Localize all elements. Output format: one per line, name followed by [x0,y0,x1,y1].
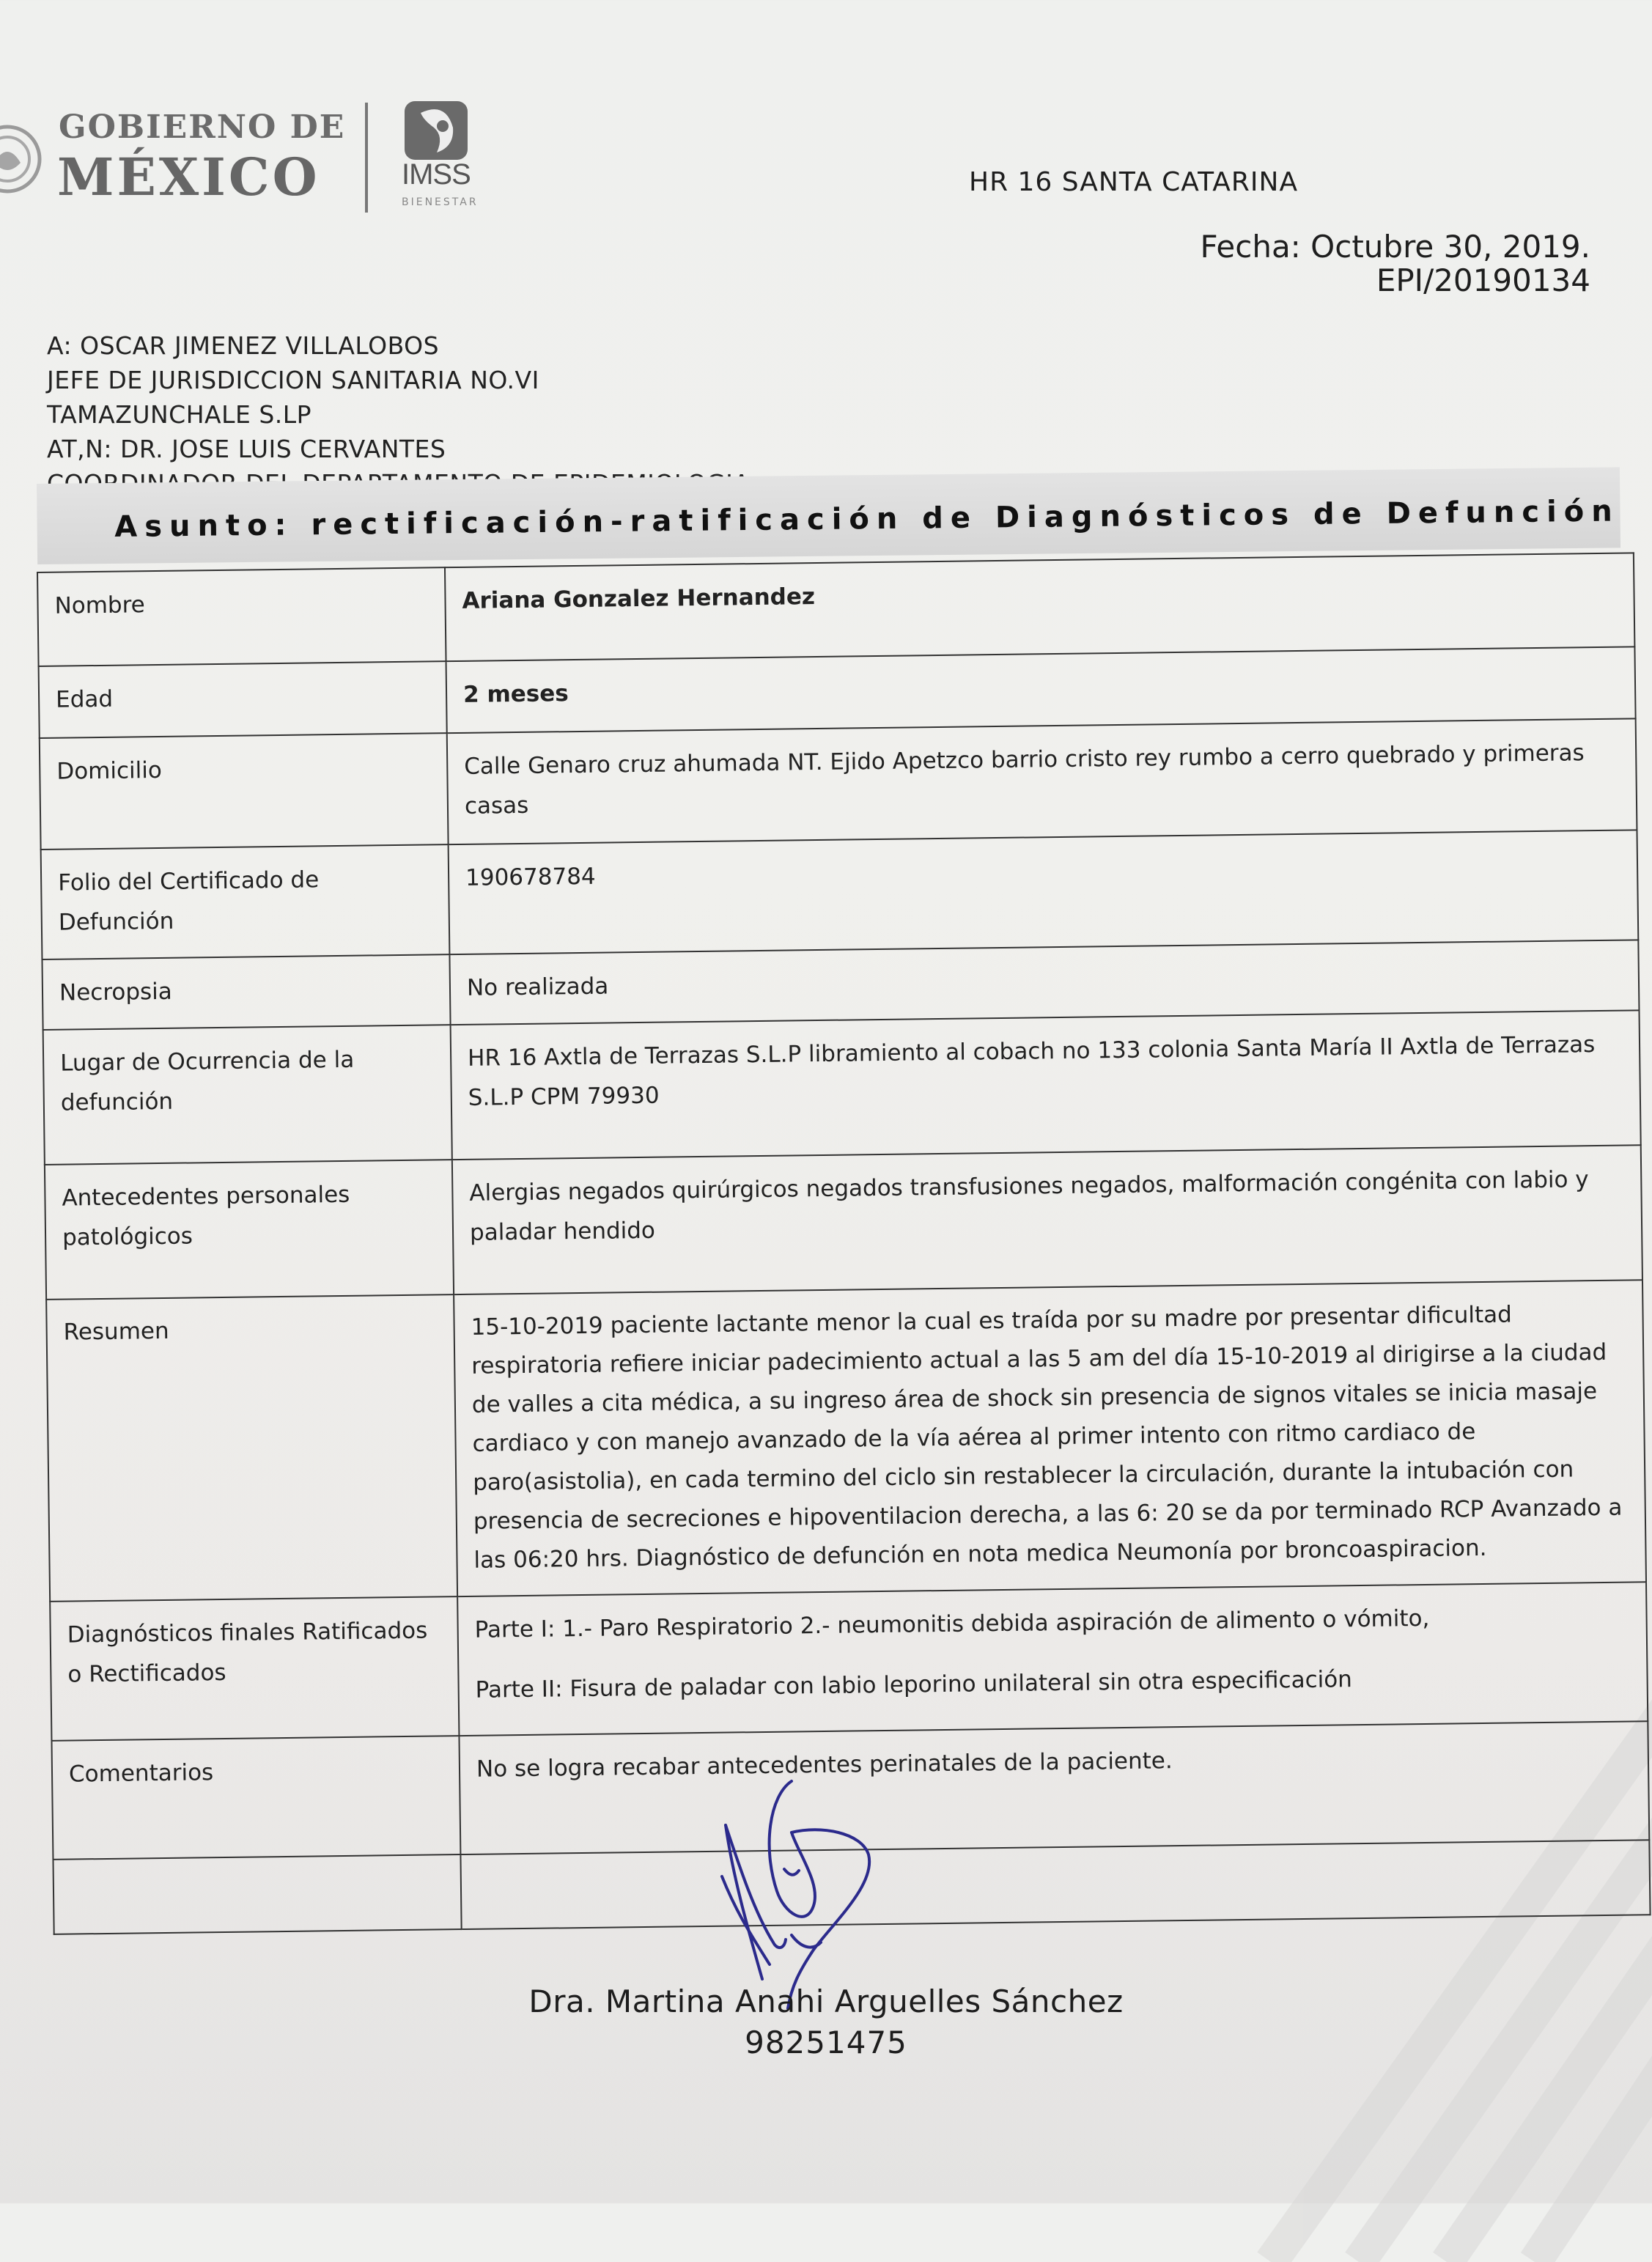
row-label: Edad [39,661,447,738]
empty-cell [460,1840,1650,1929]
row-label: Necropsia [42,954,450,1030]
logo-divider [365,103,368,213]
death-location: HR 16 Axtla de Terrazas S.L.P libramiento al cobach no 133 colonia Santa María II Axtla de Terrazas S.L.P CPM 79930 [451,1010,1641,1160]
national-seal-icon [0,111,44,207]
table-row [43,1010,1641,1165]
row-label: Lugar de Ocurrencia de la defunción [43,1025,452,1165]
document-folio: EPI/20190134 [1376,262,1590,298]
signer-name: Dra. Martina Anahi Arguelles Sánchez [528,1983,1124,2019]
final-diagnoses [457,1582,1648,1736]
row-label: Diagnósticos finales Ratificados o Rectificados [50,1596,459,1741]
patient-name: Ariana Gonzalez Hernandez [445,553,1634,661]
document-date: Fecha: Octubre 30, 2019. [1200,229,1590,265]
hospital-name: HR 16 SANTA CATARINA [969,167,1299,197]
handwritten-signature [704,1767,894,2016]
signer-id: 98251475 [745,2025,907,2060]
imss-subtitle: BIENESTAR [402,196,479,208]
diagnosis-part-2: Parte II: Fisura de paladar con labio leporino unilateral sin otra especificación [475,1666,1353,1703]
table-row [46,1280,1646,1602]
diagnosis-table [37,552,1651,1934]
recipient-line: JEFE DE JURISDICCION SANITARIA NO.VI [47,366,539,394]
government-logo [0,95,498,220]
comments-value: No se logra recabar antecedentes perinatales de la paciente. [459,1721,1649,1854]
certificate-folio: 190678784 [449,830,1639,954]
gobierno-text: GOBIERNO DE [59,108,346,146]
case-summary: 15-10-2019 paciente lactante menor la cual es traída por su madre por presentar dificultad respiratoria refiere iniciar padecimiento actual a las 5 am del día 15-10-2019 al dirigirse a la ciudad de valles a cita médica, a su ingreso área de shock sin presencia de signos vitales se inicia masaje cardiaco y con manejo avanzado de la vía aérea al primer intento con ritmo cardiaco de paro(asistolia), en cada termino del ciclo sin restablecer la circulación, durante la intubación con presencia de secreciones e hipoventilacion derecha, a las 6: 20 se da por terminado RCP Avanzado a las 06:20 hrs. Diagnóstico de defunción en nota medica Neumonía por broncoaspiracion. [454,1280,1646,1596]
imss-logo-text: IMSS [402,158,471,191]
row-label: Domicilio [40,733,449,850]
patient-address: Calle Genaro cruz ahumada NT. Ejido Apetzco barrio cristo rey rumbo a cerro quebrado y primeras casas [447,718,1637,844]
mexico-text: MÉXICO [57,147,320,207]
recipient-line: TAMAZUNCHALE S.LP [47,400,312,429]
recipient-block [47,328,758,501]
row-label: Antecedentes personales patológicos [45,1160,454,1300]
recipient-line: AT,N: DR. JOSE LUIS CERVANTES [47,435,446,463]
row-label: Folio del Certificado de Defunción [41,844,450,959]
recipient-line: A: OSCAR JIMENEZ VILLALOBOS [47,331,440,360]
necropsy-value: No realizada [449,940,1639,1025]
table-row [45,1145,1642,1300]
row-label: Resumen [46,1294,457,1602]
table-row [50,1582,1648,1741]
row-label: Nombre [37,567,446,666]
table-row [40,718,1637,850]
table-row [41,830,1639,959]
patient-age: 2 meses [446,646,1636,733]
imss-emblem-icon [402,98,475,164]
row-label: Comentarios [51,1736,460,1860]
diagnosis-part-1: Parte I: 1.- Paro Respiratorio 2.- neumonitis debida aspiración de alimento o vómito, [474,1605,1430,1643]
medical-history: Alergias negados quirúrgicos negados transfusiones negados, malformación congénita con labio y paladar hendido [452,1145,1642,1294]
empty-cell [53,1854,461,1934]
subject-heading: Asunto: rectificación-ratificación de Diagnósticos de Defunción [114,494,1620,544]
